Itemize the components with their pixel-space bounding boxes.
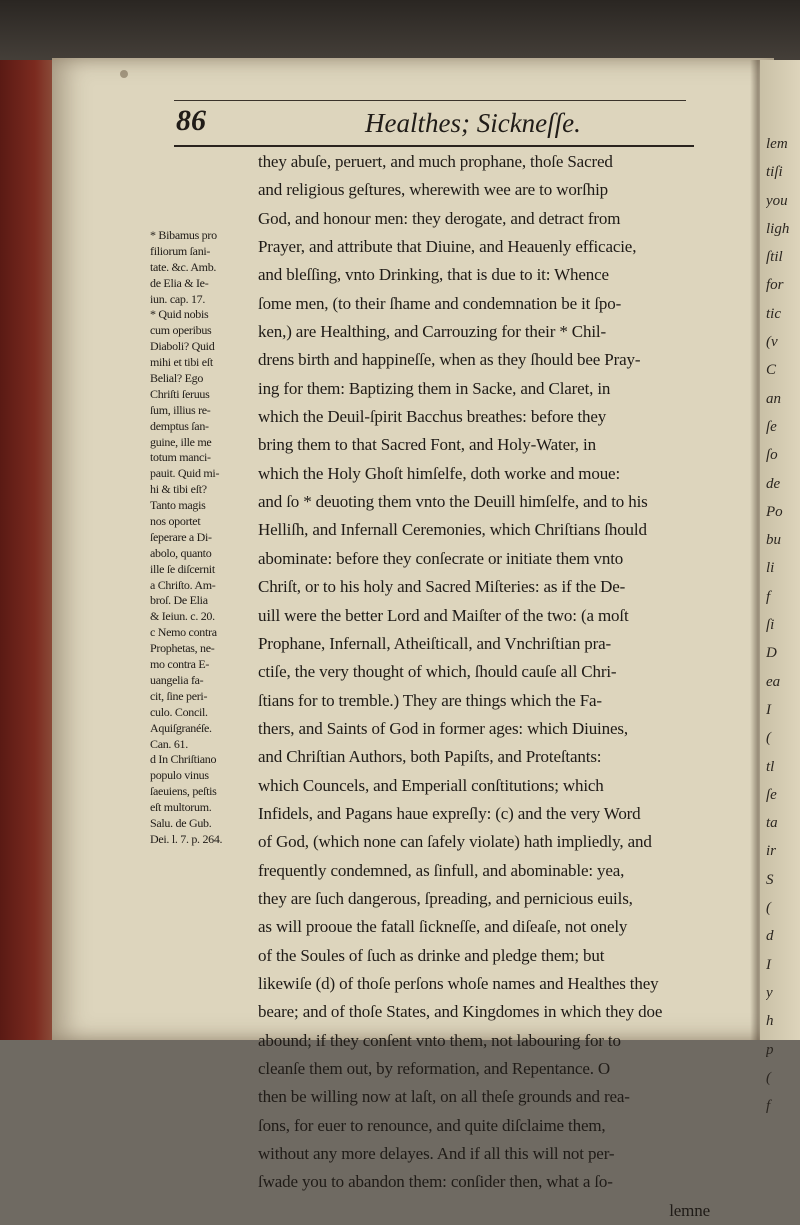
text-line: Infidels, and Pagans haue expreſly: (c) and the very Word [258, 803, 641, 823]
top-rule [174, 100, 686, 101]
facing-page-fragment: ( [766, 900, 771, 917]
margin-note-line: de Elia & Ie- [150, 275, 209, 290]
text-line: and Chriſtian Authors, both Papiſts, and Proteſtants: [258, 747, 602, 767]
margin-note-line: Diaboli? Quid [150, 339, 215, 354]
margin-note-line: demptus ſan- [150, 418, 209, 433]
text-line: cleanſe them out, by reformation, and Repentance. O [258, 1059, 611, 1078]
text-line: they are ſuch dangerous, ſpreading, and pernicious euils, [258, 888, 633, 908]
margin-note-line: Can. 61. [150, 736, 188, 751]
margin-note-line: c Nemo contra [150, 625, 217, 640]
facing-page-fragment: ſe [766, 418, 777, 435]
margin-note-line: ſum, illius re- [150, 402, 211, 417]
facing-page-fragment: tiſi [766, 164, 783, 181]
margin-note-line: nos oportet [150, 514, 201, 529]
facing-page-fragment: de [766, 475, 781, 492]
margin-note-line: hi & tibi eſt? [150, 482, 207, 497]
margin-note-line: Dei. l. 7. p. 264. [150, 831, 223, 846]
margin-note-line: abolo, quanto [150, 545, 212, 560]
facing-page-fragment: lem [766, 136, 788, 152]
margin-note-line: mihi et tibi eſt [150, 355, 213, 370]
facing-page-fragment: I [766, 701, 771, 718]
margin-note-line: * Bibamus pro [150, 228, 217, 242]
text-line: and ſo * deuoting them vnto the Deuill himſelfe, and to his [258, 492, 648, 512]
facing-page-fragment: tic [766, 305, 781, 322]
margin-note-line: * Quid nobis [150, 307, 209, 322]
margin-note-line: Chriſti ſeruus [150, 386, 210, 401]
facing-page-fragment: d [766, 928, 774, 945]
text-line: and religious geſtures, wherewith wee are to worſhip [258, 180, 609, 200]
facing-page-fragment: an [766, 390, 781, 407]
margin-note-line: populo vinus [150, 768, 209, 783]
margin-note-line: filiorum ſani- [150, 243, 211, 258]
margin-note-line: tate. &c. Amb. [150, 259, 217, 274]
text-line: ſtians for to tremble.) They are things which the Fa- [258, 690, 602, 710]
facing-page-fragment: ſe [766, 786, 777, 803]
margin-note-line: iun. cap. 17. [150, 291, 206, 306]
text-line: frequently condemned, as ſinfull, and abominable: yea, [258, 860, 625, 880]
margin-note-line: pauit. Quid mi- [150, 466, 220, 481]
facing-page-fragment: S [766, 871, 774, 888]
text-line: they abuſe, peruert, and much prophane, thoſe Sacred [258, 152, 613, 171]
margin-note-line: mo contra E- [150, 657, 210, 672]
facing-page-fragment: for [766, 277, 784, 294]
text-line: Prophane, Infernall, Atheiſticall, and Vnchriſtian pra- [258, 633, 612, 653]
text-line: Helliſh, and Infernall Ceremonies, which Chriſtians ſhould [258, 520, 647, 540]
margin-note-line: culo. Concil. [150, 704, 208, 719]
facing-page-fragment: y [766, 984, 773, 1001]
text-line: which the Holy Ghoſt himſelfe, doth worke and moue: [258, 463, 621, 483]
facing-page-fragment: Po [766, 503, 783, 520]
text-line: ſome men, (to their ſhame and condemnation be it ſpo- [258, 293, 622, 313]
facing-page-fragment: C [766, 362, 777, 379]
facing-page-fragment: f [766, 588, 771, 605]
running-title: Healthes; Sickneſſe. [365, 108, 581, 138]
page-number: 86 [176, 104, 206, 137]
text-line: of the Soules of ſuch as drinke and pledge them; but [258, 945, 605, 965]
facing-page-fragment: ſo [766, 447, 778, 464]
text-line: ſons, for euer to renounce, and quite diſclaime them, [258, 1115, 606, 1135]
facing-page-fragment: I [766, 956, 771, 973]
facing-page-fragment: ſtil [766, 249, 783, 266]
facing-page-fragment: ( [766, 730, 771, 747]
facing-page-fragment: p [766, 1041, 774, 1058]
facing-page-fragment: ir [766, 843, 777, 860]
text-line: of God, (which none can ſafely violate) hath impliedly, and [258, 832, 652, 852]
margin-note-line: Salu. de Gub. [150, 815, 212, 830]
text-line: abound; if they conſent vnto them, not labouring for to [258, 1030, 621, 1050]
margin-note-line: d In Chriſtiano [150, 752, 217, 767]
text-line: abominate: before they conſecrate or initiate them vnto [258, 548, 624, 568]
text-line: and bleſſing, vnto Drinking, that is due to it: Whence [258, 265, 609, 285]
text-line: ctiſe, the very thought of which, ſhould cauſe all Chri- [258, 662, 617, 682]
text-line: without any more delayes. And if all this will not per- [258, 1144, 615, 1164]
text-line: likewiſe (d) of thoſe perſons whoſe names and Healthes they [258, 973, 659, 993]
facing-page-fragment: h [766, 1013, 774, 1030]
text-line: Prayer, and attribute that Diuine, and Heauenly efficacie, [258, 237, 637, 257]
text-line: which Councels, and Emperiall conſtitutions; which [258, 775, 604, 795]
margin-note-line: totum manci- [150, 450, 211, 465]
facing-page-fragment: bu [766, 532, 781, 549]
facing-page-text [766, 130, 800, 1120]
text-line: ken,) are Healthing, and Carrouzing for their * Chil- [258, 322, 606, 342]
text-line: uill were the better Lord and Maiſter of the two: (a moſt [258, 605, 629, 625]
facing-page-fragment: ( [766, 1069, 771, 1086]
main-text-column [258, 148, 710, 1225]
margin-note-line: uangelia fa- [150, 672, 204, 687]
text-line: ing for them: Baptizing them in Sacke, and Claret, in [258, 378, 611, 398]
margin-note-line: cit, ſine peri- [150, 688, 208, 703]
facing-page-fragment: f [766, 1098, 771, 1115]
margin-note-line: & Ieiun. c. 20. [150, 609, 215, 624]
text-line: Chriſt, or to his holy and Sacred Miſteries: as if the De- [258, 577, 626, 597]
margin-note-line: Aquiſgranéſe. [150, 720, 212, 735]
margin-note-line: ſeperare a Di- [150, 529, 212, 544]
text-line: beare; and of thoſe States, and Kingdomes in which they doe [258, 1002, 663, 1022]
facing-page-fragment: ta [766, 815, 778, 832]
margin-note-line: eſt multorum. [150, 800, 212, 815]
text-line: bring them to that Sacred Font, and Holy-Water, in [258, 435, 596, 455]
margin-note-line: Prophetas, ne- [150, 641, 215, 656]
margin-note-line: Belial? Ego [150, 371, 204, 386]
margin-note-line: broſ. De Elia [150, 593, 208, 608]
facing-page-fragment: li [766, 560, 775, 577]
marginal-notes [150, 228, 260, 848]
margin-note-line: ille ſe diſcernit [150, 561, 215, 576]
text-line: drens birth and happineſſe, when as they ſhould bee Pray- [258, 350, 641, 370]
facing-page-fragment: tl [766, 758, 775, 775]
margin-note-line: cum operibus [150, 323, 212, 338]
facing-page-fragment: ſi [766, 617, 775, 634]
facing-page-fragment: you [766, 192, 788, 209]
header-rule [174, 145, 694, 147]
margin-note-line: guine, ille me [150, 434, 212, 449]
ink-spot [120, 70, 128, 78]
facing-page-fragment: ea [766, 673, 781, 690]
text-line: lemne [669, 1200, 710, 1220]
facing-page-fragment: (v [766, 334, 778, 351]
text-line: thers, and Saints of God in former ages: which Diuines, [258, 718, 628, 738]
text-line: God, and honour men: they derogate, and detract from [258, 208, 621, 228]
text-line: which the Deuil-ſpirit Bacchus breathes: before they [258, 407, 607, 427]
margin-note-line: a Chriſto. Am- [150, 577, 216, 592]
text-line: as will prooue the fatall ſickneſſe, and diſeaſe, not onely [258, 917, 628, 937]
text-line: ſwade you to abandon them: conſider then, what a ſo- [258, 1172, 613, 1192]
facing-page-fragment: ligh [766, 220, 790, 237]
margin-note-line: ſaeuiens, peſtis [150, 784, 217, 799]
text-line: then be willing now at laſt, on all theſe grounds and rea- [258, 1087, 630, 1107]
margin-note-line: Tanto magis [150, 498, 206, 513]
facing-page-fragment: D [766, 645, 777, 662]
